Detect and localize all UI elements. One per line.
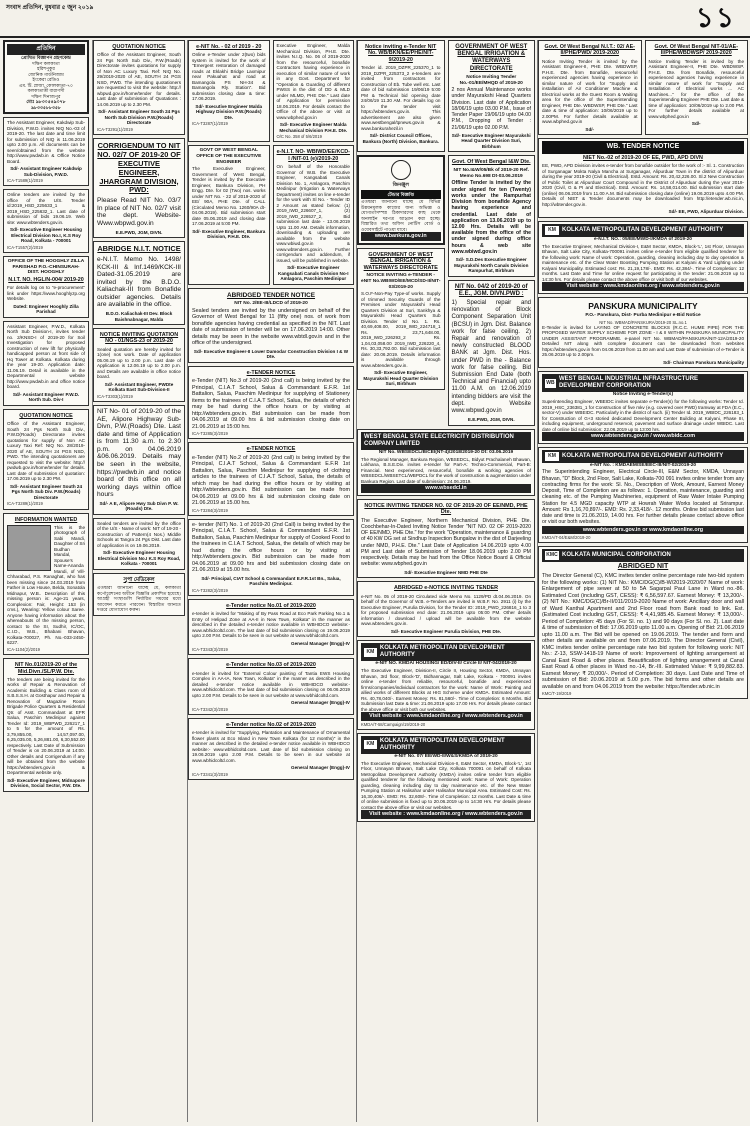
ad-signature: Sd/- S.D.Des Executive Engineer Mayurakshi North Canals Division Rampurhat, Birbhum: [454, 257, 529, 274]
kmda-banner: [361, 643, 531, 661]
ad-body: The Executive Engineer, Mechanical Division-I, E&M Sector, KMDA, Block-'L', 1st Floor, Unnayan Bhavan, Salt Lake City, Kolkata-700091 invites online e-tender from eligible qualified tenderer for the following work: Name of work: Operation, guarding, cleaning including day to day operation & maintenance etc. of the Clear Water Boosting Pumping Station at Kalyani & Yard Lighting under Kalyani Municipality. Estimated cost: Rs. 21,19,178/-. EMD: Rs. 42,384/-. Time of Completion: 12 months. Last Date and Time for online request for participating in the tender: 21.06.2019 up to 14:30 hrs. For details please contact the above office or visit both of our websites.: [542, 243, 744, 282]
ad-reference: ICA-T1589(1)/2019: [7, 178, 43, 184]
ad-title: Govt. Of West Bengal I&W Dte.: [451, 159, 531, 166]
ad-reference: ICA-T3282(3)/2019: [192, 587, 228, 593]
pratidin-logo: প্রতিদিন: [7, 44, 85, 55]
ad-body: The Regional Manager, Bankura Region, WBSEDCL, Bidyut Prachalaneh Bhawan, Lokhana, B.S.E.Div. invites e-tender for Part-A: Techno-Commercial, Part-B: Financial. Next experienced, resourceful, bonafide & working agencies of WBSEDCL/WBSETCL/WBPDCL for the work of construction & augmentation under Bankura Region. Last date of submission: 24.06.2019.: [361, 456, 531, 484]
ad-title: e-N.I.T. NO- WBIWD/EE/KCD-I /NIT-01 (e)/2019-20: [276, 149, 350, 162]
ad-title: CORRIGENDUM TO NIT NO. 02/7 OF 2019-20 OF EXECUTIVE ENGINEER, JHARGRAM DIVISION, PWD:: [97, 141, 181, 195]
ad-body: e-Tender (NIT) No.2 of 2019-20 (2nd call) is being invited by the Principal, C.I.A.T School, Salua & Commandant E.F.R 1st Battalion, Salua, Paschim Medinipur for supplying of clothing articles to the trainees of C.I.A.T School, Salua, the details of which may be had during the office hours or by visiting at http://wbtenders.gov.in. Bid submission can be made from 04.06.2019 at 09.00 hrs & bid submission closing date on 21.06.2019 at 15.00 hrs.: [192, 454, 350, 507]
pratidin-line: ৯৮৩৩৫৮৮৩৫৮: [31, 104, 61, 110]
ad-title: e-NIT No. - 02 of 2019 - 20: [196, 44, 262, 50]
column-1: [3, 40, 89, 1122]
kmda-logo-icon: KM: [364, 648, 377, 657]
ad-signature: General Manager (Engg)-IV: [291, 640, 350, 646]
information-wanted-ad: [3, 513, 89, 656]
ad-reference: ICA-T3342(3)/2019: [192, 706, 228, 712]
ad-body: NIT No- 01 of 2019-20 of the AE, Alipore Highway Sub-Divn, P.W.(Roads) Dte. Last date and time of Application is from 11.30 a.m. to 2.30 p.m. on 04.06.2019 &06.06.2019. Details may be seen in the website, https://pwdwb.in and notice board of this office on all working days within office hours: [97, 408, 181, 499]
kmda-banner: [542, 450, 744, 463]
ad-signature: Sd/- Assistant Engineer South 24 Pgs North Sub Div. P.W.(Roads) Directorate: [9, 483, 83, 500]
ad-reference: NIT No. WBMAD/PANSKURA/2019-20 SL.no.1: [599, 319, 687, 325]
ad-signature: Sd/-: [691, 121, 701, 127]
ad-reference: ICA-T3291(1)/2019: [97, 126, 133, 132]
ad-reference: ICA-T1557(2)/2019: [7, 244, 43, 250]
ad-body: Superintending Engineer, WBEIDC invites separate e-Tender(s) for the following works: Tender Id. 2019_HSC_236381_1 for Construction of five mkv (e.g. covered over PWD) tramway at FDA (E.C., sector-V) under WBEIDC. Particularly in the district of such. (ii) Tender Id. 2019_WBIDC_226183_1 for Construction of G+3 storied dedicated Development Center Building at Kalyani, Phase III, including equipment, underground reservoir, pavement and surface drainage under WBIDC. Last date of online bid submission: 22.06.2019 up to 13:00 hrs.: [542, 399, 744, 432]
pratidin-line: প্রোথিত বিজ্ঞাপন গ্রহণকেন্দ্র: [21, 55, 71, 61]
ad-signature: E.E.PWD, JGM, DIVN.: [467, 417, 515, 423]
ad-signature: General Manager (Engg)-IV: [291, 765, 350, 771]
ad-body: The Assistant Engineer, Kakdwip Sub-Division, P.W.D. invites NIQ No.-03 of 2019-20. The last date and time limit for submission of NIQ is 11.06.2019 upto 2.00 p.m. All documents can be seen/obtained from the website http://www.pwdwb.in & Office Notice Board.: [7, 120, 85, 164]
ad-subtitle: Notice Inviting Tender No.-01/EE/MHQD of 2019-20: [459, 74, 523, 86]
ad-reference: KMC/T-19/2019: [542, 691, 572, 697]
ad-body: The Executive Engineer, Government of West Bengal, Tender is invited by the Executive Engineer, Bankura Division, PH Engg. Dte. for 02 (Two) nos. works under NIT No. - 22 of 2019-2020 of EE/ 90A, PHE Dte. of CALL (Circulated Memo No. 1260/90A dt- 04.06.2019). Bid submission start date 05.06.2019 and closing date 17.06.2019 at 5:00 PM.: [192, 166, 266, 227]
ad-body: Executive Engineer, Malda Mechanical Division, PH.E. Dte. invites N.I.Q. No. 06 of 2019-2020 from the resourceful, bonafide Contractors having experience in execution of similar nature of work in any Govt. Department for "Operation & Guarding of different PWSS in the dist of DD & MLD under MLMD, PHE Dte." Last date of Application for permission 18.06.2019. For details contact the Office of the above or visit at www.wbphed.gov.in: [276, 43, 350, 120]
alipore-highway-ad: [93, 405, 185, 515]
ad-subtitle: P.O.- Panskura, Dist- Purba Medinipur e-Bid Notice: [585, 312, 701, 318]
kangsabati-canals-ad: [273, 145, 355, 284]
column-4-second-row: [357, 155, 535, 428]
ad-signature: Sd/- Executive Engineer-II Lower Damodar Construction Division I & W Dte.: [193, 348, 349, 360]
wbsedcl-ad: [357, 429, 535, 496]
ad-title: e-TENDER NOTICE: [246, 369, 296, 376]
ad-title: Govt. Of West Bengal N.I.T.: 02/ AE-II/PHE/PWD/ 2019-2020: [544, 44, 635, 57]
kmda-banner-text: KOLKATA METROPOLITAN DEVELOPMENT AUTHORITY: [379, 737, 505, 751]
ad-title: e-NIT No. 07/ EE/WD-II/W&S/KMDA of 2019-20: [394, 754, 498, 760]
ad-signature: Sd/- Assistant Engineer Kakdwip Sub-Division, P.W.D.: [10, 166, 82, 177]
pratidin-ad: [3, 40, 89, 114]
wbhidco-tender-3-ad: [188, 718, 354, 780]
ad-subtitle: NOTICE INVITING e-TENDER - eNIT No.WBIWD/EE/MCD/SD-II/NIT-03/2019-20: [361, 273, 441, 290]
ad-website: Visit website : www.kmdaonline.org / www.wbtenders.gov.in: [542, 282, 744, 290]
kmda-banner-text: KOLKATA METROPOLITAN DEVELOPMENT AUTHORITY: [562, 226, 724, 233]
ad-body: এতদ্বারা জানানো যাচ্ছে যে, কলকাতা কর্পোরেশনের অধীনে বিজ্ঞপ্তি প্রকাশিত হয়েছে। আগ্রহী সংস্থাগুলি নির্ধারিত সময়ের মধ্যে আবেদন করতে পারবেন। বিস্তারিত জানতে দপ্তরে যোগাযোগ করুন।: [97, 585, 181, 613]
ad-title: NIT No. 04/2 of 2019-20 of E.E., JGM. DIVN.PWD :: [454, 283, 528, 297]
ad-title: NOTICE INVITING TENDER NO. 02 OF 2019-20 OF EE/NMD, PHE Dte.: [364, 502, 528, 516]
ad-signature: Sd/- Executive Engineer Malda Mechanical Division P.H.E. Dte.: [279, 122, 348, 133]
ad-body: Office of the Assistant Engineer, South 24 Pgs North Sub Div., P.W.(Roads) Directorate invites quotations for supply of Non AC Luxury Taxi. Ref: NIQ No. 29/2019-2020 of AE, SOUTH 24 PGS NSD, PWD. The intending quotationers are requested to visit the website: http:// wbpwd.gov.in/home/tender for details. Last date of submission of Quotations : 14.06.2019 up to 2.30 PM.: [97, 52, 181, 107]
ad-reference: ICA-T3284(3)/2019: [192, 507, 228, 513]
hooghly-zilla-ad: [3, 256, 89, 318]
panskura-municipality-ad: [538, 297, 748, 368]
ad-reference: ICA-T3287(1)/2019: [192, 121, 228, 127]
ad-signature: Sd/- EE, PWD, Alipurduar Division.: [668, 209, 744, 215]
ciat-etender-3-ad: [188, 519, 354, 596]
ad-body: e-tender is invited for "External Colour painting of Tantia EWS Housing Complex in AA-IA, New Town, Kolkata" in the manner as described in the detailed e-tender notice available in WBHIDCO website:- www.wbhidcoltd.com. The last date of bid submission closing on 06.06.2019 upto 2.00 P.M. Details to be seen in our website at www.wbhidcoltd.com.: [192, 670, 350, 698]
ad-title: e-TENDER NOTICE: [246, 446, 296, 453]
ad-title: e-N.I.T. NO.: 05/EE/MWD-I/KMDA of 2019-20: [594, 236, 692, 242]
ad-signature: Dated: Engineer Hooghly Zilla Parishad: [13, 303, 79, 315]
ad-body: Offline Tender is invited by the under signed for ten (Twenty) works under the Rampurhat Division from bonafide Agency having experience and credential. Last date of application on 13.06.2019 up to 12.00 Hrs. Details will be available from the office of the under signed during office hours & web site www.wbiwd.gov.in: [451, 180, 531, 255]
kakdwip-tender-ad: [3, 117, 89, 186]
ad-reference: ICA-T3285(3)/2019: [192, 431, 228, 437]
column-3-second-row: [188, 145, 354, 287]
ad-title: সুপা মেডিকেল: [123, 576, 155, 583]
ad-body: The tenders are being invited for the works of Repair & Renovation of Academic Building & Class room of S.B.S.S.H. at Gosthapur and Repair & Renovation of Magazine Room Brigade Police Quarters & Residential Qtr. of Asst. Commandant at EFR Salua, Paschim Medinipur against Tender Id: 2019_WBPWD_226217_1 to 5 for the amount of Rs. 3,79,855.00, 14,57,097.00, 6,25,035.00, 5,26,881.00, 6,30,552.00 respectively. Last Date of Submission of Tender is on 20.06.2019 at 14:00. Other details and Corrigendum if any will be obtained from the website https://wbtenders.gov.in & Departmental website only.: [7, 676, 85, 776]
abridge-nit-ad: [93, 241, 185, 325]
ad-body: Sealed quotation are hereby invited for 1(one) nos work. Date of application 05.06.19 up to 2.00 p.m. Last date of Application is 12.06.19 up to 2.00 p.m. and Details are available in office notice board.: [97, 346, 181, 380]
pratidin-line: মোঃ ৯৮৩০৫৪৯০৭৮: [26, 99, 66, 105]
ad-signature: Sd/- District Council Offices, Bankura (North) Division, Bankura.: [362, 133, 439, 144]
page-number: ১১: [695, 3, 736, 34]
column-4: [356, 40, 535, 1122]
ciat-etender-1-ad: [188, 366, 354, 439]
ad-body: e-NIT No. 05 of 2019-20 Circulated vide Memo No. 1129/PD dt.04.06.2019. On behalf of the Governor of W.B. e-Tenders are invited in W.B.F. No. 2911 (i) by the Executive Engineer, Purulia Division, for the Tender ID: 2019_PWD_226816_1 to 3 for proposed submission end date: 21.06.2019 upto 05:00 PM. Other details information / download / upload will be available from the website www.wbtenders.gov.in.: [361, 593, 531, 626]
midnapore-nit-ad: [3, 658, 89, 792]
bankura-north-phe-ad: [357, 40, 445, 152]
ad-title: GOVT OF WEST BENGAL OFFICE OF THE EXECUTIVE ENGINEER: [196, 148, 262, 165]
ad-title: e-Tender notice No.01 of 2019-2020: [226, 602, 316, 609]
ad-body: S.O.F-Non-Pay Type-of works. Supply of trimmed Security Guards of the Premises under Mayurakshi Head Quarters Division at Suri, Sankhya & Mayurakshi Head Quarters Sub Division. Tender Id No. 1. Rs. 40,69,408.00, 2019_IWD_224718_1 Rs. 23,71,648.00, 2019_IWD_226293_2 Rs. 1,04,03,058.00 2019_IWD_226220_4, Rs. 30,33,792.00. Bid submission last date: 20.06.2019. Details information is available through www.wbtenders.gov.in.: [361, 291, 441, 368]
ad-body: Online e-Tender under 2(two) bids system is invited for the work of "Emergent restoration of damaged roads at Eklakhi Bridge Laxmipur near Pakuahat and road at Bamangola PS NH-34 & Bamangola Rly. Station". Bid submission closing date & time: 17.06.2019.: [192, 52, 266, 102]
column-5: [537, 40, 748, 1122]
ad-title: ABRIDGED e-NOTICE INVITING TENDER: [394, 585, 498, 592]
kmda-banner: [542, 224, 744, 237]
kmda-halisahar-ad: [357, 733, 535, 822]
ad-signature: General Manager (Engg)-IV: [291, 700, 350, 706]
ad-website: www.wbsedcl.in: [361, 484, 531, 492]
ad-body: The Director General (C), KMC invites tender online percentage rate two-bid system for the following works: (1) NIT No.: KMC/DG(C)/B-W/2019-2020/07 Name of work: Enlargement of pipe sewer at 50 to 5A Sagarpal Paul Lane in Ward no.-86. Estimated Cost (including GST, CESS): ₹ 6,56,597.67. Earnest Money: ₹ 13,200/-. (2) NIT No.: KMC/DG(C)/Br-II/011/2019-2020 Name of work: Ancillary door and wall of Ward Kanthal Apartment and 2nd Floor road from Bank road to link. Est. (Estimated Cost including GST, CESS): ₹ 4,41,985.45. Earnest Money: ₹ 13,000/-. Period of Completion: 45 days (For Sl. no. 1) and 90 days (For Sl. no. 2). Last date & time of submission of Bid: 17.06.2019 upto 11.00 a.m. Opening of Bid: 21.06.2019 upto 11.00 a.m. The Bid will be opened on 19.06.2019. The tender and form and other details are available on and from 07.06.2019. The Director General (Civil), KMC invites tender online percentage rate two bid system for following work: NIT No.: Z-13, SSW-1418-19 Name of work: Improvement of lighting arrangement at Canal East Road & other places. Beautification of lighting arrangement at Canal East Road & other places in Ward no.-14, Br.-III. Estimated Value: ₹ 9,99,882.83. Earnest Money: ₹ 20,000/-. Period of Completion: 30 days. Last Date and Time of submission of Bid: 20.06.2019 at 5.00 p.m. The bid forms and other details are available on and from 04.06.2019 from the website: https://tender.wb.nic.in: [542, 573, 744, 690]
ad-signature: Sd/- Executive Engineer Kangsabati Canals Division No-I Amlagora, Paschim Medinipur: [278, 265, 349, 281]
ad-signature: Sd/- A E, Alipore Hwy Sub Divn P. W. (Roads) Dte.: [99, 500, 179, 512]
ad-signature: Sd/- Executive Engineer Mayurakshi Head Quarter Division Suri, Birbhum: [451, 132, 531, 149]
ad-body: Notice Inviting Tender is invited by the Assistant Engineer-II, PHE Dte. WBDWSP. P.H.E. Dte. from Bonafide, resourceful experienced agencies having experience in similar nature of work for "Supply and Installation of Electrical works ... AC Machines..." for the office of the Superintending Engineer PHE Dte. Last date & time of application: 10/06/2019 up to 2.00 PM. For further details available at www.wbphed.gov.in: [648, 58, 745, 119]
abridged-tender-notice-ad: [188, 288, 354, 363]
kmda-banner-text: KOLKATA METROPOLITAN DEVELOPMENT AUTHORITY: [562, 452, 724, 459]
kmda-logo-icon: KM: [545, 226, 559, 235]
wbiidc-banner-text: WEST BENGAL INDUSTRIAL INFRASTRUCTURE DEVELOPMENT CORPORATION: [558, 376, 699, 390]
column-2: [92, 40, 185, 1122]
ad-signature: B.D.O. Kaliachak-III Dev. Block Baishnabnagar, Malda: [105, 311, 173, 322]
kmc-banner: [542, 549, 744, 562]
ad-title: e-Tender notice No.03 of 2019-2020: [226, 662, 316, 669]
ad-title: PANSKURA MUNICIPALITY: [588, 300, 698, 311]
purulia-abridged-ad: [357, 581, 535, 637]
column-3-top-row: [188, 40, 354, 145]
column-3: [187, 40, 354, 1122]
ad-reference: KMDA/T-58/Campaign/19/2019-20: [361, 721, 426, 727]
ad-body: On behalf of the Honorable Governor of W.B. the Executive Engineer, Kangsabati Canals Division No. 1, Amlagora, Paschim Medinipur (Irrigation & Waterways Department) invites on line e-tender for the work with Sl No. - Tender ID 2 Amount as stated below: (1) 2019_IWD_226607_1, (2) 2019_IWD_226527_2, Bid submission last date - 13.06.2019 Upto 11.00 AM. Details information, downloading & uploading are available from the website www.wbiwd.gov.in & www.wbtenders.gov.in. Further corrigendum and addendum, if issued, will be published in website.: [276, 164, 350, 263]
ad-title: INFORMATION WANTED: [14, 516, 78, 523]
ad-title: GOVERNMENT OF WEST BENGAL IRRIGATION & WATERWAYS DIRECTORATE: [455, 44, 528, 72]
ad-body: Please Read NIT No. 03/7 In place of NIT No. 02/7 visit the dept. Website- Www.wbpwd.gov.in: [97, 197, 181, 227]
ad-reference: ICA-T3289(1)/2019: [7, 501, 43, 507]
ad-body: This is the photograph of Sabi Mandi, Daughter of Sri Budhan Mandal, Spouse's Name-Ananda Mandi, of Vill- Chharabad, P.S. Ranaghat, who has been missing since 24.03.2019 from Father in Low House, Belda, Sonatola Midnapur, W.B.. Description of this missing person is: Age-21 years, Complexion: Fair, Height: 153 (in cms.), Wearing: Yellow colour Saree. Anyone having information about the whereabouts of the missing person, contact to the SI, Sudhir, IC/OC, C.I.D., W.B., Bhabani Bhavan, Kolkata-700027, Ph. No.-033-2450-6227.: [7, 524, 85, 646]
kmda-banner: [361, 736, 531, 754]
wb-tender-notice-ad: [538, 138, 748, 217]
wbhidco-tender-1-ad: [188, 599, 354, 656]
ad-body: e- tender (NIT) No. 1 of 2019-20 (2nd Call) is being invited by the Principal, C.I.A.T. School, Salua & Commandant E.F.R. 1st Battalion, Salua, Paschim Medinipur for supply of Cooked Food to the trainees in C.I.A.T School, Salua, the details of which may be had during the office hours or by visiting at http://wbtenders.gov.in. Bid submission can be made from 04.06.2019 at 09.00 hrs and bid submission closing date on 21.06.2019 at 15.00 hrs.: [192, 521, 350, 574]
ad-signature: Sd/- Executive Engineer NMD PHE Dte: [404, 569, 488, 575]
ad-signature: Sd/- Chairman Panskura Municipality: [663, 359, 744, 365]
column-4-top-row: [357, 40, 535, 155]
ad-body: 2 nos Annual Maintenance works under Mayurakshi Head Quarters Division. Last date of Application 18/06/19 upto 03.00 P.M., Issue of Tender Paper 19/06/19 upto 04.00 P.M., Dropping of Tender : 21/06/19 upto 02.00 P.M.: [451, 87, 531, 131]
ad-body: e-tender is invited for "Making of By Pass Road at Eco Park Parking No.1 & Entry of Helipad Zone at AA-II in New Town, Kolkata" in the manner as described in the detailed e-tender notice available in WBHIDCO website:- www.wbhidcoltd.com. The last date of bid submission closing on 19.06.2019 upto 2.00 P.M. Details to be seen in our website at www.wbhidcoltd.com.: [192, 611, 350, 639]
kmda-kalyani-ad: [538, 221, 748, 294]
ad-reference: ICA-1104(2)/2019: [7, 646, 40, 652]
ad-body: e-Tender (NIT) No.3 of 2019-20 (2nd call) is being invited by the Principal, C.I.A.T School, Salua & Commandant E.F.R. 1st Battalion, Salua, Paschim Medinipur for supplying of Stationery items to the trainees of C.I.A.T School, Salua, the details of which may be had during the office hours or by visiting at http://wbtenders.gov.in. Bid submission can be made from 04.06.2019 at 09.00 hrs & bid submission closing date on 21.06.2019 at 15:00 hrs.: [192, 378, 350, 430]
pratidin-line: কলকাতাত্তী বারাণসী: [27, 88, 65, 94]
ad-website: www.wbtenders.gov.in / www.wbidc.com: [542, 432, 744, 440]
ad-body: Office of the Assistant Engineer, South 24 Pgs North Sub Div., P.W.D(Roads) Directorate invites quotations for supply of Non AC Luxury Taxi Ref: NIQ No. 28/2019-2020 of AE, SOUTH 24 PGS NSD, PWD. The intending quotationers are requested to visit the website: http:// pwdwb.gov.in/home/tender for details. Last date of submission of quotation: 17.06.2019 up to 2.30 PM.: [7, 421, 85, 482]
ad-title: ABRIDGED TENDER NOTICE: [226, 291, 316, 299]
bankura-phe-ad: [188, 145, 270, 284]
kmda-banner-text: KOLKATA METROPOLITAN DEVELOPMENT AUTHORITY: [379, 645, 505, 659]
wbsedcl-banner: [361, 432, 531, 450]
ad-reference: ICA-T3343(3)/2019: [192, 647, 228, 653]
ad-subtitle: Notice Inviting e-Tender(s): [612, 392, 674, 398]
kmc-logo-icon: KMC: [546, 552, 558, 559]
ad-body: Tender id. 2019_DZPR_225370_1 to 2019_DZPR_225373_2 e-tenders are invited from contractors for Construction of Eb. Tube well etc. Last date of bid submission 19/06/19 5:00 PM & Technical bid opening date 24/06/19 11.30 AM. For details log on to the tender visit https://wbtenders.gov.in. This advertisement are also given www.westbengal/tpnews.gov.in & www.bankurahezil.in: [361, 65, 441, 131]
page-header: [0, 0, 750, 38]
wbhidco-tender-2-ad: [188, 658, 354, 715]
emblem-icon: [391, 160, 411, 180]
wbsedcl-title: WEST BENGAL STATE ELECTRICITY DISTRIBUTION COMPANY LIMITED: [364, 433, 514, 447]
ad-body: The Executive Engineer, Northern Mechanical Division, PHE Dte. Coochbehar-In-Dated Inviting Notice Tender "NIT NO. 02 OF 2019-2020 OF EE/NMD, PHE Dte." for the work "Operation, maintenance & guarding of 40 KW DG set at Sindhup Inspection Bungalow in the dist of Darjeeling under NMD, P.H.E. Dte." Last Date of Application 14.06.2019 upto 4.00 PM and Last date of Submission of Tender 18.06.2019 upto 2.00 PM respectively. Details may be had from the Office Notice Board & Official website: www.wbphed.gov.in: [361, 517, 531, 568]
wbiidc-ad: [538, 371, 748, 444]
ad-title: ABRIDGE N.I.T. NOTICE: [97, 244, 181, 254]
ad-reference: ICA-T3303(1)/2019: [97, 393, 133, 399]
ad-subtitle: NIET No.-02 of 2019-20 OF EE, PWD, APD DIVN: [583, 154, 703, 161]
ad-body: For details log on to "e-procurement" link under https://www.hooghlyzp.org Website.: [7, 285, 85, 302]
ad-signature: Sd/-: [585, 126, 595, 132]
wbdwsp-nit-1-ad: [645, 40, 749, 135]
quotation-notice-ad: [3, 409, 89, 510]
ad-title: NIT No.01/2019-20 of the Mid.Divn./SL/P.W. Dte.: [14, 662, 78, 675]
ad-body: 1) Special repair and renovation of Block Component Separation Unit (BCSU) in Jgm. Dist. Balance work for false ceiling. 2) Repair and renovation of newly constructed BLOOD BANK at Jgm. Dist. Hos. under PWD in the - Balance work for false ceiling. Bid Submission End Date (both Technical and Financial) upto 11.00 A.M. on 12.06.2019 intending bidders are visit the dept. Website www.wbpwd.gov.in: [451, 300, 531, 414]
ciat-etender-2-ad: [188, 442, 354, 515]
ad-title: OFFICE OF THE HOOGHLY ZILLA PARISHAD P.O.-CHINSURAH-DIST. HOOGHLY: [7, 258, 85, 276]
bengali-notice-ad: [93, 573, 185, 616]
ad-title: GOVERNMENT OF WEST BENGAL IRRIGATION & WATERWAYS DIRECTORATE: [363, 251, 438, 271]
ad-body: e-tender is invited for "Supplying, Plantation and Maintenance of Ornamental flower plants at Eco Island in New Town Kolkata (for 12 months)" in the manner as described in the detailed e-tender notice available in WBHIDCO website:- www.wbhidcoltd.com. Last date of bid submission closing on 19.06.2019 upto 2.00 P.M. Details to be seen in our website at www.wbhidcoltd.com.: [192, 730, 350, 763]
pratidin-line: এম. টি. প্লাজা, কোলকাতা-৭০: [18, 82, 74, 88]
ad-title: QUOTATION NOTICE: [112, 44, 166, 50]
ad-signature: Sd/- Executive Engineer Housing Electrical Division No.I K.S Roy Road, Kolkata - 700001: [97, 550, 181, 567]
ad-signature: Sd/- Assistant Engineer, PWDte Kolkata East Sub-Division-II: [104, 381, 174, 393]
ad-subtitle: NIT No.I&W/05/Bk of 2019-20 Ref. Memo No.698 Dt-03.06.2019: [453, 167, 529, 179]
ad-signature: Sd/- Assistant Engineer South 24 Pgs North Sub Division P.W.(Roads) Directorate: [98, 109, 180, 126]
ad-signature: Sd/- Executive Engineer, Bankura Division, P.H.E. Dte.: [192, 228, 266, 240]
ad-body: এতদ্বারা জানানো যাচ্ছে যে বিভিন্ন উন্নয়নমূলক কাজের জন্য অভিজ্ঞ ও যোগ্যতাসম্পন্ন ঠিকাদারদের কাছ থেকে অনলাইন দরপত্র আহ্বান করা হচ্ছে। বিস্তারিত তথ্য অফিস নোটিস বোর্ড ও ওয়েবসাইটে পাওয়া যাবে।: [361, 199, 441, 232]
ad-body: Assistant Engineer, P.W.D., Kolkata North Sub Division-I, invites tender no. 2/KNSD-I of 2019-20 for Soil Investigation for proposed construction of new lift for physically handicapped person at front side of Hq Tower at Kolkata. Kolkata during the year 19-20. Application date: 11.06.19. Detail is available in the Departmental website http://www.pwdwb.in and office notice board.: [7, 323, 85, 390]
ad-signature: Sd/- Executive Engineer Housing Electrical Division No.I, K.S Roy Road, Kolkata - 700001: [10, 227, 82, 244]
ad-title: WB. TENDER NOTICE: [542, 141, 744, 153]
ad-website: www.bankura.gov.in: [361, 232, 441, 240]
ad-title: NOTICE INVITING QUOTATION NO - 01/NGS-23 of 2019-20: [99, 332, 179, 345]
ad-body: E-Tender is invited for LAYING OF CONCRETE BLOCKS (R.C.C. HUME PIPE) FOR THE PROPOSED WATER SUPPLY SCHEME FOR ZONE - I & II WITHIN PANSKURA MUNICIPALITY UNDER ASSISTANT PROGRAMME. e-panel NIT No. WBMAD/PANSKURA/NIT-12A/2019-20 Detailed NIT along with complete document can be downloaded from websites https://wbtenders.gov.in from 04.06.2019 from 11.00 am and Last Date of submission of e-Tender is 25.06.2019 up to 2.00pm.: [542, 324, 744, 358]
kmc-banner-text: KOLKATA MUNICIPAL CORPORATION: [562, 551, 671, 558]
ad-subtitle: NIT No. 2/EE-III/LDCD of 2019-20: [234, 301, 308, 307]
mayurakshi-security-ad: [357, 248, 445, 390]
kmda-logo-icon: KM: [364, 740, 377, 749]
ad-body: Online tenders are invited by the office of the U/S. Tender id:2019_HSD_225633_1 & 2019_HSD_225632_1. Last date of submission of bids 19.06.19. Web site: www.wbtenders.gov.in.: [7, 192, 85, 225]
northern-mechanical-ad: [357, 499, 535, 578]
kmc-abridged-nit-ad: [538, 546, 748, 699]
ad-signature: Sd/- Executive Engineer Purulia Division, PHE Dte.: [390, 628, 502, 634]
housing-electrical-ad: [3, 189, 89, 253]
jhargram-nit-ad: [448, 280, 536, 426]
rampurhat-iwd-ad: [448, 155, 536, 276]
ad-subtitle: N.I.T. NO. HGL/N-004/ 2019-20: [8, 277, 84, 283]
sealed-tender-ad: [93, 518, 185, 570]
wbiidc-logo-icon: WB: [546, 379, 555, 386]
wbdwsp-nit-2-ad: [538, 40, 642, 135]
ad-title: টেন্ডার বিজ্ঞপ্তি: [361, 190, 441, 200]
header-date: সংবাদ প্রতিদিন, বুধবার ৫ জুন ২০১৯: [6, 5, 94, 11]
quotation-notice-ad-2: [93, 40, 185, 135]
ad-logo-text: জিনঞ্জুল: [392, 182, 409, 188]
ad-website: Visit website : www.kmdaonline.org / www.wbtenders.gov.in: [361, 810, 531, 818]
ad-body: e-N.I.T. Memo No. 1498/ KCK-III & Inf.1469/KCK-III Dated-31.05.2019 are invited by the B.D.O. Kaliachak-III from Bonafide outsider agencies. Details are available in the office.: [97, 255, 181, 309]
ad-body: Notice Inviting Tender is invited by the Assistant Engineer-II, PHE Dte. WBDWSP, P.H.E. Dte. from Bonafide, resourceful experienced agencies having experience in similar nature of work for "Supply and installation of Air Conditioner Machine & Electrical works at the Guest Room & Waiting area for the office of the Superintending Engineer, PHE Dte. WBDWSP, PHE Dte." Last date & time of application: 10/06/2019 up to 2.00PM. For further details available at www.wbphed.gov.in: [542, 58, 638, 125]
column-4-right-stack: [448, 155, 536, 428]
kmda-housing-ad: [357, 640, 535, 730]
ad-signature: Sd/- Executive Engineer Malda Highway Division P.W.(Roads) Dte.: [195, 103, 263, 120]
ad-signature: Sd/- Executive Engineer, Midnapore Division, Social Sector, P.W. Dte.: [7, 777, 85, 789]
ad-body: The Executive Engineer, Division-II, Circle II, Housing Sector, KMDA, Unnayan Bhavan, 3rd floor, Block-'D', Bidhannagar, Salt Lake, Kolkata - 700091 invites online e-tender from reliable, resourceful, bonafide and experienced firms/companies/individual contractors for the work: Name of Work: Painting and allied works of different Blocks at HIG Scheme under KMDA. Estimated Amount: Rs. 40,78,040/-. Earnest Money: Rs. 81,560/-. Time of Completion: 6 Months. Bid Submission last Date & time: 21.06.2019 upto 17.00 Hrs. For details please contact the above office or visit both our websites.: [361, 668, 531, 712]
wbiidc-banner: [542, 374, 744, 392]
ad-subtitle: ABRIDGED NIT: [617, 563, 669, 571]
ad-title: Govt. Of West Bengal NIT-01/AE-II/PHE/WBDWSP/ 2019-2020: [654, 44, 738, 57]
missing-person-photo: [7, 525, 51, 571]
ad-title: QUOTATION NOTICE: [19, 412, 73, 419]
ad-title: e-Tender notice No.02 of 2019-2020: [226, 721, 316, 728]
ad-body: EE, PWD, APD Division invites e-tender from bonafide outsider for the work of :- Sl. 1. Construction of Surganagar Mokta Nalya Mancha at Surganagar, Alipurduar Town in the district of Alipurduar during the year 2019-20 (Civil & Electrical). Estd. Amount: Rs. 20,42,226.00. Sl.2 New Construction of Public Toilet at Alipurduar Court Compound in the District of Alipurduar during the year 2019-2020 (Civil, G & PI and Electrical). Estd. Amount: Rs. 14,58,014.00. Bid submission start date (online) 06.06.2019 from 11.00 A.M. Bid submission closing date (online) 19.06.2019 upto 4.00 PM. Details of NIET & Tender documents may be downloaded from http://etender.wb.nic.in, http://wbtender.gov.in.: [542, 163, 744, 207]
ad-title: e-NIT NO. KMDA/ HOUSING/ ED/DIV-II/ Circle II/ NIT-04/2019-20: [375, 661, 517, 667]
column-5-top-row: [538, 40, 748, 138]
kmda-electrical-ad: [538, 447, 748, 543]
notice-inviting-quotation-ad: [93, 328, 185, 402]
ad-title: e-NIT No. : KMDAEM/SE/EEC-III/NIT-02/2019-20: [589, 462, 697, 468]
kmda-logo-icon: KM: [545, 452, 559, 461]
ad-signature: Sd/- Executive Engineer, Mayurakshi Head Quarter Division Suri, Birbhum: [363, 370, 439, 387]
ad-body: The Executive Engineer, Mechanical Division-II, E&M Sector, KMDA, Block-'L', 1st Floor, Unnayan Bhavan, Salt Lake City, Kolkata 700091 on behalf of Kolkata Metropolitan Development Authority (KMDA) invites online tender from eligible qualified tenderer for the following mentioned work: Name of Work: Operation guarding, cleaning including day to day maintenance etc. of the New Water Pumping Station at Halisahar under Halisahar Municipal Area. Estimated Cost: Rs. 16,30,406/-. EMD: Rs. 32,608/-. Time of Completion: 12 months. Last Date & time of online submission is fixed up to 20.06.2019 up to 14:30 Hrs. For details please contact the above office or visit our websites.: [361, 760, 531, 810]
ad-body: Sealed tenders are invited by the undersigned on behalf of the Governor of West Bengal for 11 (fifty one) nos. of work from bonafide agencies having credential as specified in the NIT. Last date of submission of tender will be on 17.06.2019 14:00. Other details may be seen in the website www.wbtdl.gov.in and in the office of the undersigned.: [192, 307, 350, 347]
pratidin-line: দক্ষিণ কলকাতা: [32, 60, 60, 66]
ad-reference: ICA-T3341(3)/2019: [192, 771, 228, 777]
ad-reference: O/C No. 358 of 5/6/2019: [276, 134, 322, 139]
phe-malda-ad: [273, 40, 355, 142]
ad-signature: Sd/- Assistant Engineer P.W.D. North Sub. Div-I: [12, 391, 80, 403]
pratidin-line: ইংকেরা রেডিও: [32, 77, 60, 83]
mayurakshi-hq-ad: [448, 40, 536, 152]
ad-body: The Superintending Engineer, Electrical Circle-III, E&M Sector, KMDA, Unnayan Bhavan, "D" Block, 2nd Floor, Salt Lake, Kolkata-700 091 invites online tender from any contracting firms for the work: Sl. No., Description of Work, Amount, Earnest Money Deposit, Time of Completion are as follows: 1. Operation, maintenance, guarding and cleaning etc. of the Pumping Machineries, equipment of Raw Water Intake Pumping Station for 4.5 MGD capacity WTP at Howrah Water Works located at Srirampur. Amount: Rs 1,16,70,897/-. EMD: Rs. 2,33,418/-. 12 months. Online bid submission last date and time is 21.06.2019, 14.00 hrs. For further details please contact above office or visit our both websites.: [542, 469, 744, 526]
pratidin-line: দক্ষিণ দিনাজপুর: [31, 93, 61, 99]
ad-reference: KMDA/T-04/E&M/2019-20: [542, 535, 591, 540]
ad-signature: E.E.PWD, JGM, DIVN.: [115, 229, 163, 235]
ad-title: Notice inviting e-Tender NIT No. WB/BKN/EE/PHE/NIT-9/2019-20: [365, 44, 437, 63]
ad-website: Visit website : www.kmdaonline.org / www.wbtenders.gov.in: [361, 712, 531, 720]
tripura-bengali-ad: [357, 155, 445, 244]
ad-body: Sealed tenders are invited by the office of the U/S - Name of work: NIT of 19-20 - Construction of Pattern(4 Nos.) Middle Schools at Tangra 24 Pgs Dist. Last date of application is on 19.06.2019.: [97, 520, 181, 548]
ad-signature: Sd/- Principal, CIAT School & Commandant E.F.R.1st Bn., Salua, Paschim Medinipur.: [201, 575, 341, 586]
pratidin-line: হরিশপুকুর: [37, 66, 55, 72]
ad-website: www.wbtenders.gov.in or www.kmdaonline.org: [542, 526, 744, 534]
kolkata-north-ad: [3, 321, 89, 406]
pratidin-line: জোনিক গার্ডনিজাম: [28, 71, 64, 77]
malda-highway-enit-ad: [188, 40, 270, 142]
column-4-left-stack: [357, 155, 445, 428]
corrigendum-ad: [93, 138, 185, 238]
ad-subtitle: NIT No. WBSEDCL/B/CEI(NT-4)/2018/2019-20 Dt: 03.06.2019: [378, 449, 514, 455]
